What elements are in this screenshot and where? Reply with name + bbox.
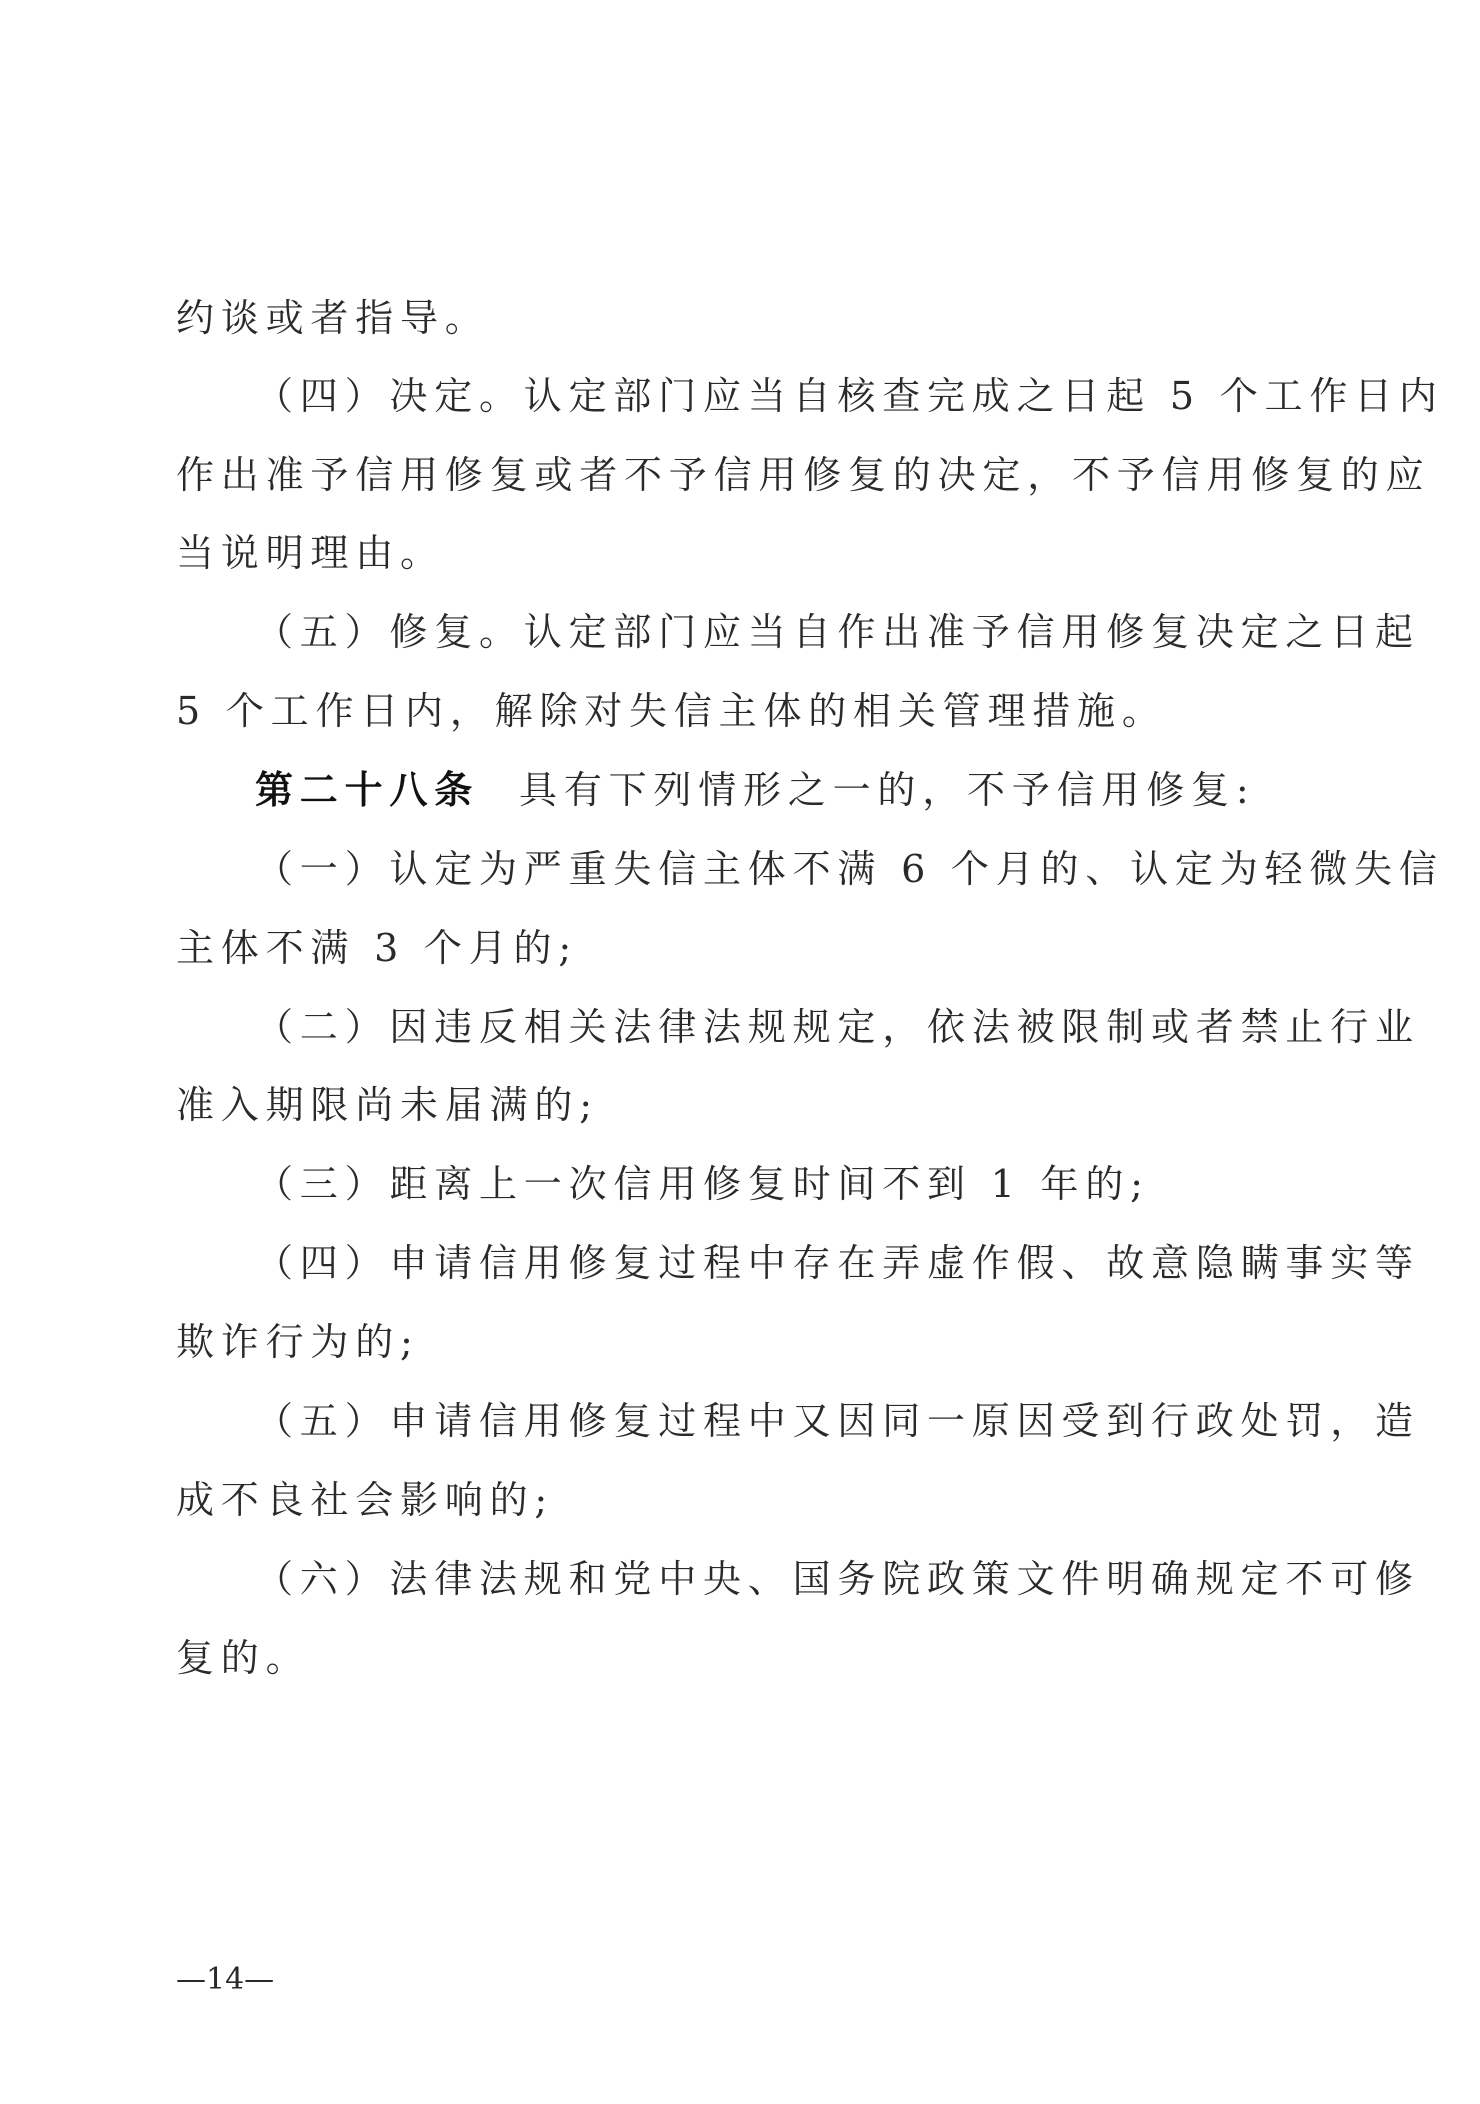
article-text: 具有下列情形之一的，不予信用修复: — [519, 768, 1256, 812]
text-line: 5 个工作日内，解除对失信主体的相关管理措施。 — [176, 689, 1167, 733]
text-line: 主体不满 3 个月的; — [176, 926, 578, 970]
text-line: （四）决定。认定部门应当自核查完成之日起 5 个工作日内 — [255, 374, 1444, 418]
text-line: 成不良社会影响的; — [176, 1478, 555, 1522]
text-line: （二）因违反相关法律法规规定，依法被限制或者禁止行业 — [255, 1005, 1420, 1049]
text-line: （五）申请信用修复过程中又因同一原因受到行政处罚，造 — [255, 1399, 1420, 1443]
text-line: 欺诈行为的; — [176, 1320, 420, 1364]
article-line — [255, 768, 1355, 812]
text-line: 当说明理由。 — [176, 531, 445, 575]
text-line: （四）申请信用修复过程中存在弄虚作假、故意隐瞒事实等 — [255, 1241, 1420, 1285]
article-heading: 第二十八条 — [255, 767, 480, 812]
text-line: （五）修复。认定部门应当自作出准予信用修复决定之日起 — [255, 610, 1420, 654]
text-line: 复的。 — [176, 1636, 311, 1680]
text-line: 约谈或者指导。 — [176, 296, 490, 340]
text-line: （六）法律法规和党中央、国务院政策文件明确规定不可修 — [255, 1557, 1420, 1601]
text-line: （一）认定为严重失信主体不满 6 个月的、认定为轻微失信 — [255, 847, 1444, 891]
text-line: 作出准予信用修复或者不予信用修复的决定，不予信用修复的应 — [176, 453, 1431, 497]
page-number: —14— — [176, 1962, 275, 1997]
text-line: 准入期限尚未届满的; — [176, 1083, 599, 1127]
text-line: （三）距离上一次信用修复时间不到 1 年的; — [255, 1162, 1150, 1206]
